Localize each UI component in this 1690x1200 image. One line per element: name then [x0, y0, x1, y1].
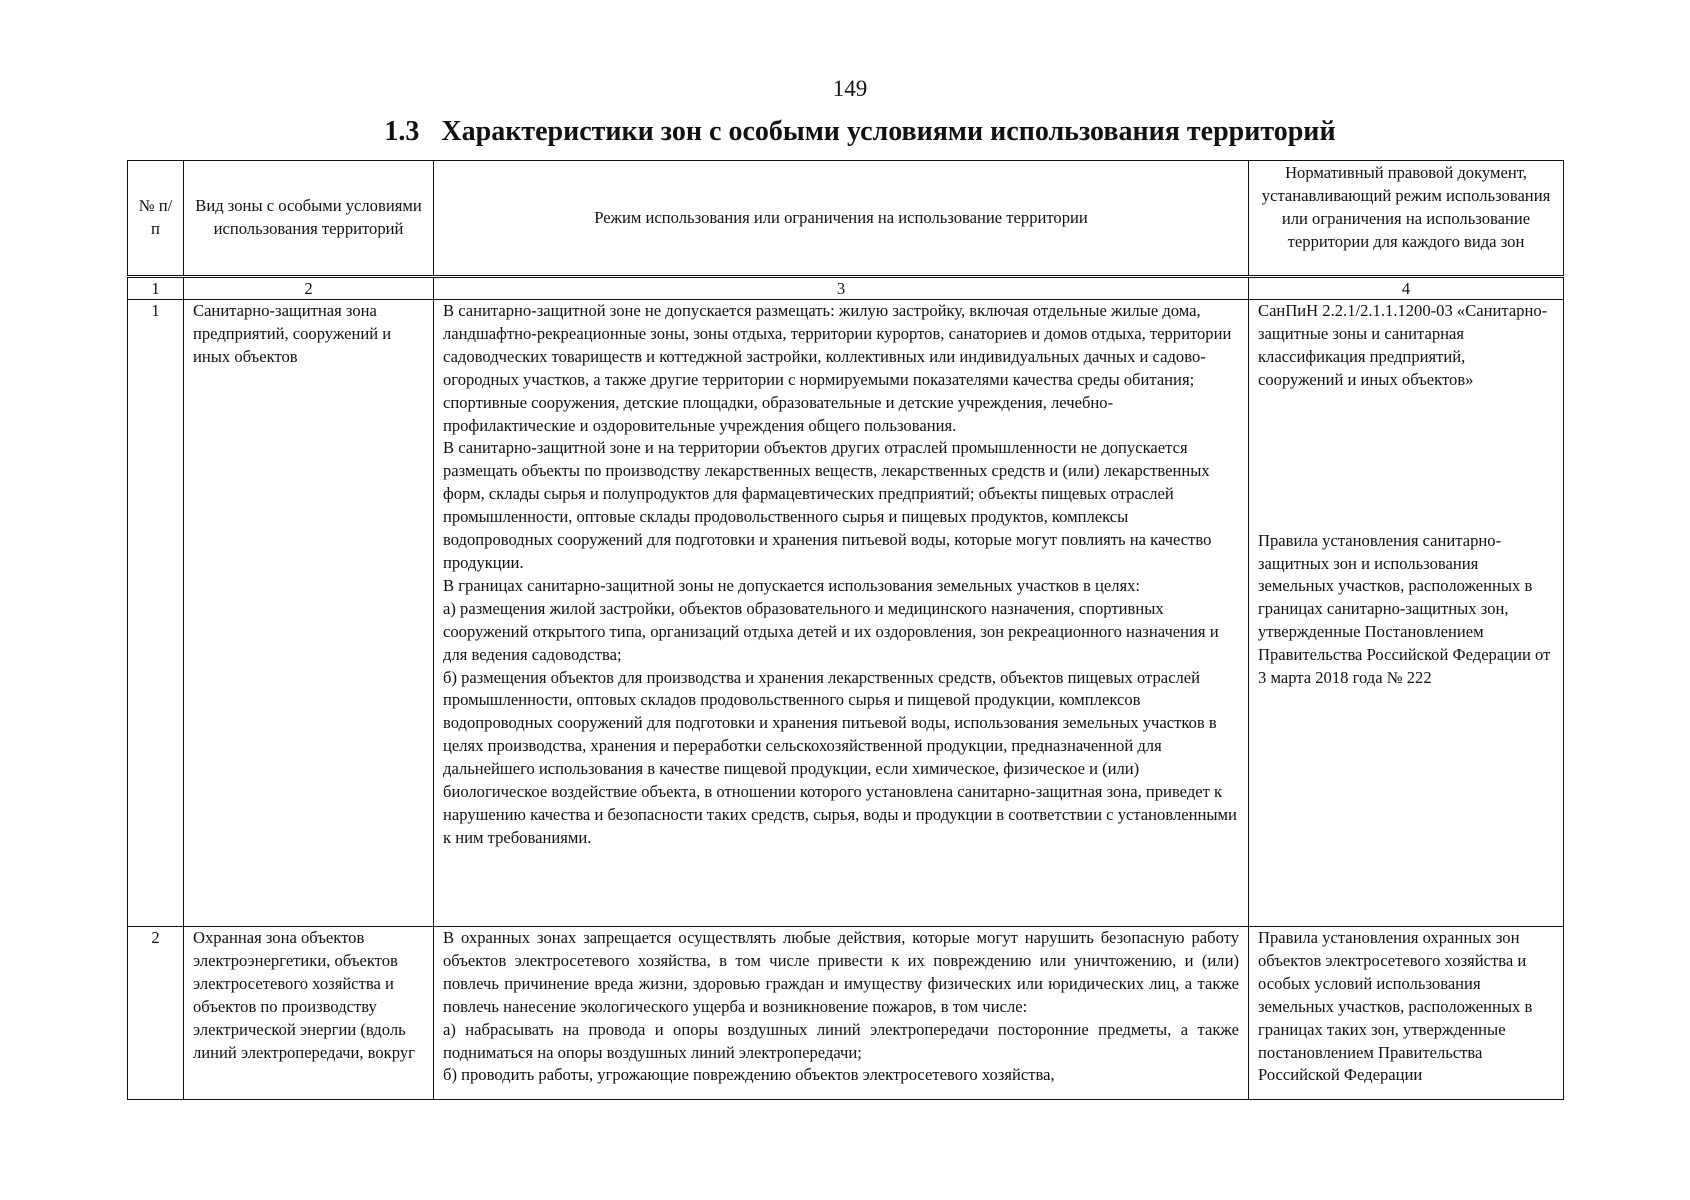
regime-paragraph: б) размещения объектов для производства и хранения лекарственных средств, объектов пищевых отраслей промышленности, оптовых складов продовольственного сырья и пищевой продукции, комплексов водопроводных сооружений для подготовки и хранения питьевой воды, использования земельных участков в целях производства, хранения и переработки сельскохозяйственной продукции, предназначенной для дальнейшего использования в качестве пищевой продукции, если химическое, физическое и (или) биологическое воздействие объекта, в отношении которого установлена санитарно-защитная зона, приведет к нарушению качества и безопасности таких средств, сырья, воды и продукции в соответствии с установленными к ним требованиями. — [443, 667, 1237, 847]
page-number: 149 — [832, 76, 868, 101]
section-title — [0, 116, 1690, 148]
column-number: 3 — [434, 277, 1249, 300]
regime-paragraph: а) набрасывать на провода и опоры воздушных линий электропередачи посторонние предметы, а также подниматься на опоры воздушных линий электропередачи; — [443, 1019, 1239, 1062]
table-row — [128, 300, 1564, 927]
document-cell — [1249, 300, 1564, 927]
table-header-row — [128, 161, 1564, 277]
legal-document: СанПиН 2.2.1/2.1.1.1200-03 «Санитарно-защитные зоны и санитарная классификация предприятий, сооружений и иных объектов» — [1258, 301, 1548, 389]
regime-paragraph: В санитарно-защитной зоне и на территории объектов других отраслей промышленности не допускается размещать объекты по производству лекарственных веществ, лекарственных средств и (или) лекарственных форм, склады сырья и полупродуктов для фармацевтических предприятий; объекты пищевых отраслей промышленности, оптовые склады продовольственного сырья и пищевых продуктов, комплексы водопроводных сооружений для подготовки и хранения питьевой воды, которые могут повлиять на качество продукции. — [443, 438, 1212, 572]
row-number: 2 — [128, 927, 184, 1100]
column-number: 4 — [1249, 277, 1564, 300]
header-zone-type: Вид зоны с особыми условиями использования территорий — [184, 161, 434, 277]
column-number: 1 — [128, 277, 184, 300]
regime-paragraph: а) размещения жилой застройки, объектов образовательного и медицинского назначения, спортивных сооружений открытого типа, организаций отдыха детей и их оздоровления, зон рекреационного назначения и для ведения садоводства; — [443, 598, 1219, 664]
header-number: № п/п — [128, 161, 184, 277]
header-regime: Режим использования или ограничения на использование территории — [434, 161, 1249, 277]
regime-cell — [434, 300, 1249, 927]
regime-cell — [434, 927, 1249, 1100]
legal-document: Правила установления санитарно-защитных зон и использования земельных участков, расположенных в границах санитарно-защитных зон, утвержденные Постановлением Правительства Российской Федерации от 3 марта 2018 года № 222 — [1258, 530, 1551, 688]
zones-table — [127, 160, 1564, 1100]
regime-paragraph: В границах санитарно-защитной зоны не допускается использования земельных участков в целях: — [443, 575, 1141, 595]
row-number: 1 — [128, 300, 184, 927]
header-document: Нормативный правовой документ, устанавливающий режим использования или ограничения на использование территории для каждого вида зон — [1249, 161, 1564, 277]
regime-paragraph: б) проводить работы, угрожающие повреждению объектов электросетевого хозяйства, — [443, 1065, 1055, 1085]
document-cell — [1249, 927, 1564, 1100]
column-number: 2 — [184, 277, 434, 300]
legal-document: Правила установления охранных зон объектов электросетевого хозяйства и особых условий использования земельных участков, расположенных в границах таких зон, утвержденные постановлением Правительства Российской Федерации — [1258, 928, 1533, 1085]
regime-paragraph: В санитарно-защитной зоне не допускается размещать: жилую застройку, включая отдельные жилые дома, ландшафтно-рекреационные зоны, зоны отдыха, территории курортов, санаториев и домов отдыха, территории садоводческих товариществ и коттеджной застройки, коллективных или индивидуальных дачных и садово-огородных участков, а также другие территории с нормируемыми показателями качества среды обитания; спортивные сооружения, детские площадки, образовательные и детские учреждения, лечебно-профилактические и оздоровительные учреждения общего пользования. — [443, 301, 1232, 435]
table-row — [128, 927, 1564, 1100]
section-title-text: Характеристики зон с особыми условиями использования территорий — [441, 116, 1336, 147]
zone-type-cell: Охранная зона объектов электроэнергетики, объектов электросетевого хозяйства и объектов по производству электрической энергии (вдоль линий электропередачи, вокруг — [184, 927, 434, 1100]
section-number: 1.3 — [384, 116, 420, 147]
zone-type-cell: Санитарно-защитная зона предприятий, сооружений и иных объектов — [184, 300, 434, 927]
column-number-row — [128, 277, 1564, 300]
regime-paragraph: В охранных зонах запрещается осуществлять любые действия, которые могут нарушить безопасную работу объектов электросетевого хозяйства, в том числе привести к их повреждению или уничтожению, и (или) повлечь причинение вреда жизни, здоровью граждан и имуществу физических или юридических лиц, а также повлечь нанесение экологического ущерба и возникновение пожаров, в том числе: — [443, 928, 1239, 1016]
